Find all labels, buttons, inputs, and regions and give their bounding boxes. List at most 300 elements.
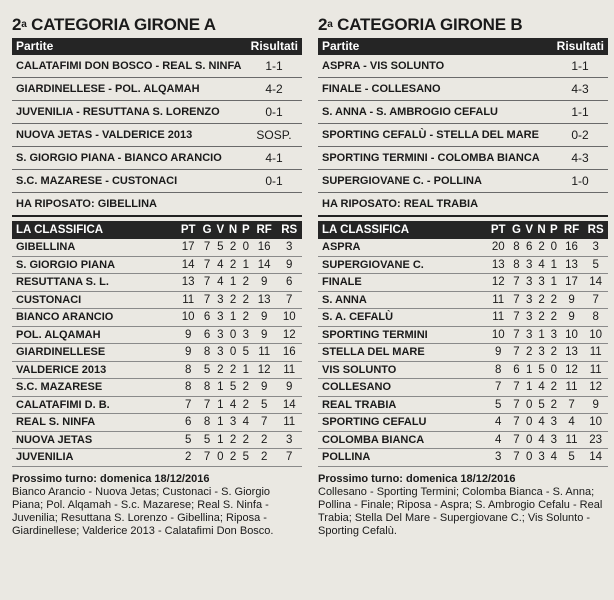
stat-cell: 14 [252, 256, 276, 274]
stat-cell: 3 [240, 326, 252, 344]
stat-cell: 8 [583, 309, 608, 327]
standings-col-header: G [200, 221, 214, 239]
match-teams: NUOVA JETAS - VALDERICE 2013 [16, 129, 193, 141]
stat-cell: 3 [276, 239, 302, 256]
standings-table [12, 221, 302, 467]
stat-cell: 11 [176, 291, 199, 309]
stat-cell: 10 [176, 309, 199, 327]
stat-cell: 3 [487, 449, 510, 467]
standings-row [318, 396, 608, 414]
stat-cell: 11 [487, 291, 510, 309]
standings-col-header: PT [487, 221, 510, 239]
stat-cell: 4 [240, 414, 252, 432]
stat-cell: 9 [252, 274, 276, 292]
match-row [12, 124, 302, 147]
standings-row [12, 344, 302, 362]
standings-row [12, 239, 302, 256]
stat-cell: 2 [535, 239, 548, 256]
stat-cell: 2 [226, 256, 239, 274]
standings-row [318, 256, 608, 274]
team-name: SPORTING TERMINI [318, 326, 487, 344]
standings-col-header: G [510, 221, 524, 239]
match-result: 1-1 [265, 59, 283, 73]
next-round-text: Bianco Arancio - Nuova Jetas; Custonaci - S. Giorgio Piana; Pol. Alqamah - S.c. Mazarese; Real S. Ninfa - Juvenilia; Resuttana S. Lorenzo - Gibellina; Riposa - Giardinellese; Valderice 2013 - Calatafimi Don Bosco. [12, 485, 274, 537]
stat-cell: 7 [200, 256, 214, 274]
stat-cell: 6 [200, 309, 214, 327]
riposo-note: HA RIPOSATO: REAL TRABIA [318, 193, 608, 217]
stat-cell: 5 [535, 396, 548, 414]
stat-cell: 2 [226, 361, 239, 379]
stat-cell: 1 [214, 431, 226, 449]
stat-cell: 7 [560, 396, 584, 414]
team-name: S. GIORGIO PIANA [12, 256, 176, 274]
stat-cell: 11 [276, 361, 302, 379]
match-result: 4-2 [265, 82, 283, 96]
match-result: 4-3 [571, 82, 589, 96]
stat-cell: 7 [583, 291, 608, 309]
stat-cell: 3 [535, 274, 548, 292]
stat-cell: 7 [510, 274, 524, 292]
team-name: COLLESANO [318, 379, 487, 397]
stat-cell: 0 [548, 239, 560, 256]
stat-cell: 8 [510, 256, 524, 274]
stat-cell: 9 [276, 379, 302, 397]
match-teams: CALATAFIMI DON BOSCO - REAL S. NINFA [16, 60, 242, 72]
stat-cell: 5 [214, 239, 226, 256]
stat-cell: 14 [583, 449, 608, 467]
stat-cell: 5 [240, 449, 252, 467]
stat-cell: 7 [510, 344, 524, 362]
stat-cell: 7 [276, 449, 302, 467]
stat-cell: 3 [523, 274, 535, 292]
stat-cell: 4 [487, 414, 510, 432]
standings-col-header: P [548, 221, 560, 239]
stat-cell: 4 [535, 379, 548, 397]
team-name: STELLA DEL MARE [318, 344, 487, 362]
stat-cell: 7 [510, 379, 524, 397]
match-result: 1-0 [571, 174, 589, 188]
stat-cell: 9 [487, 344, 510, 362]
next-round-label: Prossimo turno: domenica 18/12/2016 [12, 472, 210, 485]
stat-cell: 8 [510, 239, 524, 256]
stat-cell: 11 [276, 414, 302, 432]
standings-col-header: N [535, 221, 548, 239]
stat-cell: 1 [548, 274, 560, 292]
standings-row [318, 431, 608, 449]
team-name: GIARDINELLESE [12, 344, 176, 362]
next-round-label: Prossimo turno: domenica 18/12/2016 [318, 472, 516, 485]
stat-cell: 12 [583, 379, 608, 397]
match-result: 0-2 [571, 128, 589, 142]
team-name: FINALE [318, 274, 487, 292]
team-name: REAL S. NINFA [12, 414, 176, 432]
stat-cell: 4 [226, 396, 239, 414]
stat-cell: 10 [583, 326, 608, 344]
team-name: COLOMBA BIANCA [318, 431, 487, 449]
matches-header: Partite Risultati [318, 38, 608, 55]
stat-cell: 2 [548, 344, 560, 362]
match-teams: GIARDINELLESE - POL. ALQAMAH [16, 83, 200, 95]
match-result: SOSP. [256, 128, 292, 142]
standings-row [318, 274, 608, 292]
standings-row [12, 396, 302, 414]
match-teams: SUPERGIOVANE C. - POLLINA [322, 175, 482, 187]
stat-cell: 2 [240, 396, 252, 414]
stat-cell: 20 [487, 239, 510, 256]
stat-cell: 4 [548, 449, 560, 467]
team-name: POL. ALQAMAH [12, 326, 176, 344]
matches-header: Partite Risultati [12, 38, 302, 55]
stat-cell: 14 [276, 396, 302, 414]
team-name: RESUTTANA S. L. [12, 274, 176, 292]
team-name: S. A. CEFALÙ [318, 309, 487, 327]
standings-row [12, 379, 302, 397]
stat-cell: 10 [276, 309, 302, 327]
stat-cell: 9 [560, 291, 584, 309]
stat-cell: 5 [583, 256, 608, 274]
stat-cell: 2 [214, 361, 226, 379]
match-result: 4-1 [265, 151, 283, 165]
stat-cell: 5 [535, 361, 548, 379]
standings-table [318, 221, 608, 467]
team-name: CALATAFIMI D. B. [12, 396, 176, 414]
stat-cell: 0 [523, 431, 535, 449]
stat-cell: 7 [200, 449, 214, 467]
team-name: S. ANNA [318, 291, 487, 309]
stat-cell: 2 [226, 449, 239, 467]
standings-row [318, 291, 608, 309]
standings-col-header: RS [276, 221, 302, 239]
match-row [318, 101, 608, 124]
standings-row [12, 256, 302, 274]
stat-cell: 2 [523, 344, 535, 362]
stat-cell: 9 [252, 326, 276, 344]
stat-cell: 7 [276, 291, 302, 309]
stat-cell: 2 [548, 309, 560, 327]
stat-cell: 8 [176, 379, 199, 397]
stat-cell: 16 [276, 344, 302, 362]
stat-cell: 3 [523, 326, 535, 344]
match-row [12, 170, 302, 193]
stat-cell: 14 [583, 274, 608, 292]
standings-row [12, 291, 302, 309]
match-result: 0-1 [265, 174, 283, 188]
stat-cell: 5 [200, 431, 214, 449]
stat-cell: 7 [510, 309, 524, 327]
team-name: GIBELLINA [12, 239, 176, 256]
stat-cell: 3 [226, 414, 239, 432]
standings-col-header: V [214, 221, 226, 239]
stat-cell: 10 [560, 326, 584, 344]
stat-cell: 8 [200, 379, 214, 397]
stat-cell: 6 [200, 326, 214, 344]
stat-cell: 6 [176, 414, 199, 432]
stat-cell: 2 [240, 309, 252, 327]
standings-col-header: RS [583, 221, 608, 239]
stat-cell: 10 [583, 414, 608, 432]
stat-cell: 17 [560, 274, 584, 292]
stat-cell: 12 [560, 361, 584, 379]
match-row [318, 147, 608, 170]
stat-cell: 3 [214, 344, 226, 362]
stat-cell: 0 [523, 449, 535, 467]
stat-cell: 7 [200, 239, 214, 256]
stat-cell: 2 [535, 291, 548, 309]
match-row [318, 55, 608, 78]
stat-cell: 11 [560, 431, 584, 449]
stat-cell: 1 [226, 309, 239, 327]
stat-cell: 2 [252, 449, 276, 467]
stat-cell: 13 [252, 291, 276, 309]
match-teams: JUVENILIA - RESUTTANA S. LORENZO [16, 106, 220, 118]
girone-b-column [318, 14, 608, 538]
stat-cell: 8 [176, 361, 199, 379]
matches-list [318, 55, 608, 193]
team-name: SPORTING CEFALU [318, 414, 487, 432]
stat-cell: 3 [276, 431, 302, 449]
team-name: VIS SOLUNTO [318, 361, 487, 379]
stat-cell: 7 [510, 291, 524, 309]
stat-cell: 8 [487, 361, 510, 379]
stat-cell: 2 [240, 274, 252, 292]
match-teams: ASPRA - VIS SOLUNTO [322, 60, 445, 72]
stat-cell: 2 [240, 291, 252, 309]
stat-cell: 5 [176, 431, 199, 449]
match-row [318, 124, 608, 147]
stat-cell: 7 [200, 274, 214, 292]
stat-cell: 13 [176, 274, 199, 292]
stat-cell: 5 [226, 379, 239, 397]
stat-cell: 10 [487, 326, 510, 344]
team-name: REAL TRABIA [318, 396, 487, 414]
stat-cell: 16 [252, 239, 276, 256]
standings-row [12, 361, 302, 379]
riposo-note: HA RIPOSATO: GIBELLINA [12, 193, 302, 217]
team-name: POLLINA [318, 449, 487, 467]
girone-a-title: 2$^a$ CATEGORIA GIRONE A [12, 15, 216, 34]
match-result: 1-1 [571, 59, 589, 73]
stat-cell: 4 [214, 274, 226, 292]
stat-cell: 11 [560, 379, 584, 397]
stat-cell: 7 [510, 449, 524, 467]
stat-cell: 0 [523, 396, 535, 414]
standings-row [318, 344, 608, 362]
stat-cell: 7 [252, 414, 276, 432]
stat-cell: 2 [548, 396, 560, 414]
stat-cell: 3 [535, 344, 548, 362]
stat-cell: 4 [487, 431, 510, 449]
stat-cell: 1 [226, 274, 239, 292]
standings-col-header: LA CLASSIFICA [12, 221, 176, 239]
standings-row [12, 326, 302, 344]
match-teams: S.C. MAZARESE - CUSTONACI [16, 175, 178, 187]
stat-cell: 3 [548, 326, 560, 344]
stat-cell: 1 [240, 256, 252, 274]
stat-cell: 3 [535, 449, 548, 467]
match-row [12, 55, 302, 78]
standings-col-header: RF [252, 221, 276, 239]
stat-cell: 3 [523, 309, 535, 327]
team-name: NUOVA JETAS [12, 431, 176, 449]
stat-cell: 3 [214, 326, 226, 344]
stat-cell: 1 [548, 256, 560, 274]
stat-cell: 3 [523, 256, 535, 274]
team-name: VALDERICE 2013 [12, 361, 176, 379]
standings-row [12, 449, 302, 467]
stat-cell: 8 [200, 344, 214, 362]
stat-cell: 2 [226, 239, 239, 256]
stat-cell: 3 [523, 291, 535, 309]
stat-cell: 1 [523, 361, 535, 379]
standings-row [318, 414, 608, 432]
stat-cell: 9 [583, 396, 608, 414]
stat-cell: 9 [176, 326, 199, 344]
stat-cell: 12 [252, 361, 276, 379]
stat-cell: 4 [535, 431, 548, 449]
stat-cell: 17 [176, 239, 199, 256]
stat-cell: 3 [548, 414, 560, 432]
team-name: JUVENILIA [12, 449, 176, 467]
girone-b-title: 2$^a$ CATEGORIA GIRONE B [318, 15, 523, 34]
stat-cell: 3 [214, 309, 226, 327]
stat-cell: 2 [176, 449, 199, 467]
stat-cell: 1 [214, 379, 226, 397]
stat-cell: 2 [226, 431, 239, 449]
stat-cell: 5 [240, 344, 252, 362]
stat-cell: 0 [523, 414, 535, 432]
standings-col-header: RF [560, 221, 584, 239]
stat-cell: 4 [560, 414, 584, 432]
stat-cell: 1 [214, 414, 226, 432]
stat-cell: 7 [510, 431, 524, 449]
bleed-through-text [0, 0, 614, 12]
stat-cell: 2 [252, 431, 276, 449]
team-name: ASPRA [318, 239, 487, 256]
match-result: 1-1 [571, 105, 589, 119]
stat-cell: 13 [487, 256, 510, 274]
match-row [318, 170, 608, 193]
stat-cell: 9 [252, 379, 276, 397]
stat-cell: 4 [535, 256, 548, 274]
match-teams: FINALE - COLLESANO [322, 83, 441, 95]
stat-cell: 5 [560, 449, 584, 467]
standings-row [318, 239, 608, 256]
stat-cell: 12 [276, 326, 302, 344]
stat-cell: 2 [535, 309, 548, 327]
stat-cell: 3 [583, 239, 608, 256]
stat-cell: 0 [226, 326, 239, 344]
stat-cell: 1 [214, 396, 226, 414]
stat-cell: 2 [548, 291, 560, 309]
standings-col-header: P [240, 221, 252, 239]
stat-cell: 4 [214, 256, 226, 274]
stat-cell: 7 [510, 414, 524, 432]
standings-row [318, 379, 608, 397]
stat-cell: 1 [523, 379, 535, 397]
stat-cell: 1 [535, 326, 548, 344]
team-name: CUSTONACI [12, 291, 176, 309]
next-round [12, 473, 302, 538]
stat-cell: 9 [252, 309, 276, 327]
stat-cell: 4 [535, 414, 548, 432]
stat-cell: 2 [226, 291, 239, 309]
stat-cell: 7 [200, 396, 214, 414]
stat-cell: 2 [240, 379, 252, 397]
girone-a-column [12, 14, 302, 538]
stat-cell: 3 [214, 291, 226, 309]
stat-cell: 0 [214, 449, 226, 467]
team-name: BIANCO ARANCIO [12, 309, 176, 327]
stat-cell: 7 [200, 291, 214, 309]
stat-cell: 7 [510, 326, 524, 344]
standings-col-header: PT [176, 221, 199, 239]
standings-col-header: LA CLASSIFICA [318, 221, 487, 239]
stat-cell: 0 [226, 344, 239, 362]
next-round [318, 473, 608, 538]
standings-row [318, 361, 608, 379]
stat-cell: 11 [583, 344, 608, 362]
match-result: 4-3 [571, 151, 589, 165]
stat-cell: 6 [510, 361, 524, 379]
stat-cell: 5 [487, 396, 510, 414]
stat-cell: 3 [548, 431, 560, 449]
team-name: S.C. MAZARESE [12, 379, 176, 397]
match-row [318, 78, 608, 101]
match-result: 0-1 [265, 105, 283, 119]
stat-cell: 2 [240, 431, 252, 449]
match-teams: S. GIORGIO PIANA - BIANCO ARANCIO [16, 152, 222, 164]
stat-cell: 13 [560, 256, 584, 274]
stat-cell: 1 [240, 361, 252, 379]
standings-row [318, 449, 608, 467]
standings-row [318, 326, 608, 344]
match-teams: SPORTING TERMINI - COLOMBA BIANCA [322, 152, 540, 164]
stat-cell: 6 [523, 239, 535, 256]
match-row [12, 78, 302, 101]
stat-cell: 13 [560, 344, 584, 362]
stat-cell: 7 [487, 379, 510, 397]
stat-cell: 5 [252, 396, 276, 414]
standings-row [12, 431, 302, 449]
standings-row [12, 414, 302, 432]
standings-row [318, 309, 608, 327]
match-teams: SPORTING CEFALÙ - STELLA DEL MARE [322, 129, 539, 141]
stat-cell: 5 [200, 361, 214, 379]
stat-cell: 7 [510, 396, 524, 414]
stat-cell: 12 [487, 274, 510, 292]
stat-cell: 11 [487, 309, 510, 327]
stat-cell: 6 [276, 274, 302, 292]
standings-col-header: N [226, 221, 239, 239]
stat-cell: 8 [200, 414, 214, 432]
match-row [12, 147, 302, 170]
stat-cell: 0 [548, 361, 560, 379]
match-teams: S. ANNA - S. AMBROGIO CEFALU [322, 106, 498, 118]
stat-cell: 16 [560, 239, 584, 256]
match-row [12, 101, 302, 124]
standings-row [12, 274, 302, 292]
stat-cell: 9 [176, 344, 199, 362]
stat-cell: 7 [176, 396, 199, 414]
standings-row [12, 309, 302, 327]
team-name: SUPERGIOVANE C. [318, 256, 487, 274]
stat-cell: 0 [240, 239, 252, 256]
matches-list [12, 55, 302, 193]
next-round-text: Collesano - Sporting Termini; Colomba Bianca - S. Anna; Pollina - Finale; Riposa - Aspra; S. Ambrogio Cefalu - Real Trabia; Stella Del Mare - Supergiovane C.; Vis Solunto - Sporting Cefalù. [318, 485, 603, 537]
stat-cell: 9 [276, 256, 302, 274]
standings-col-header: V [523, 221, 535, 239]
stat-cell: 23 [583, 431, 608, 449]
